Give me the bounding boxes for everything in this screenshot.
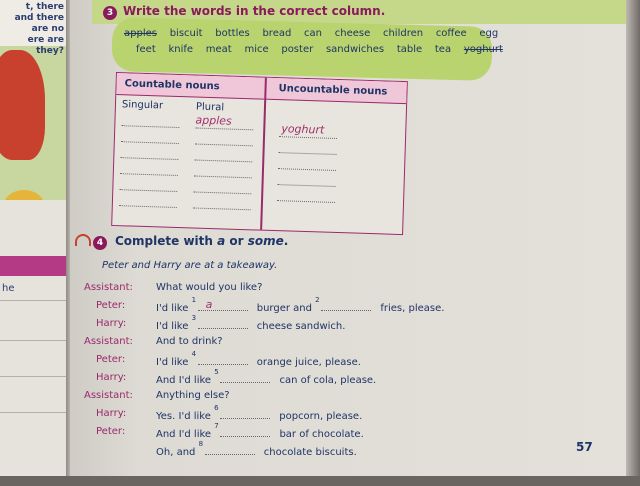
rule-line	[0, 340, 66, 341]
line-text: Oh, and	[156, 447, 196, 458]
plural-label: Plural	[195, 101, 225, 114]
page-bottom-edge	[0, 476, 640, 486]
word: meat	[205, 44, 232, 55]
gap-number: 3	[191, 314, 197, 322]
dialogue-line	[156, 404, 363, 422]
plural-example-answer: apples	[195, 113, 232, 128]
dialogue-line: Anything else?	[156, 390, 230, 401]
word: table	[396, 44, 423, 55]
word: feet	[136, 44, 156, 55]
rule-line	[0, 412, 66, 413]
word: cheese	[334, 28, 371, 39]
answer-line	[119, 205, 177, 208]
word: coffee	[435, 28, 467, 39]
answer-gap[interactable]	[214, 404, 270, 419]
line-text: And I'd like	[156, 375, 212, 386]
speech-bubble	[0, 0, 66, 56]
word: bottles	[215, 28, 250, 39]
dialogue-line: What would you like?	[156, 282, 263, 293]
bubble-line: and there are no	[14, 13, 64, 34]
page-edge	[626, 0, 640, 486]
bubble-line: t, there	[25, 2, 64, 12]
exercise-4-title-part: .	[283, 234, 289, 248]
dialogue-line	[156, 368, 377, 386]
answer-gap[interactable]	[191, 350, 248, 365]
dialogue-line: And to drink?	[156, 336, 223, 347]
answer-line	[277, 200, 335, 203]
gap-number: 2	[315, 296, 320, 304]
speaker-label: Peter:	[96, 354, 126, 365]
answer-line	[195, 128, 253, 131]
word: can	[304, 28, 323, 39]
line-text: I'd like	[156, 321, 189, 332]
word: egg	[479, 28, 499, 39]
dialogue-line	[156, 440, 357, 458]
gap-number: 1	[191, 296, 197, 304]
speaker-label: Harry:	[96, 408, 127, 419]
answer-gap[interactable]	[198, 440, 255, 455]
answer-line	[278, 168, 336, 171]
exercise-4-intro: Peter and Harry are at a takeaway.	[102, 260, 278, 271]
word: apples	[124, 28, 157, 39]
speaker-label: Assistant:	[84, 390, 133, 401]
answer-line	[120, 157, 178, 160]
word-bank-row-1	[124, 28, 498, 39]
left-page	[0, 0, 69, 486]
answer-line	[119, 189, 177, 192]
word: children	[382, 28, 424, 39]
column-divider	[260, 78, 266, 230]
countable-header: Countable nouns	[116, 73, 265, 100]
speaker-label: Peter:	[96, 426, 126, 437]
answer-line	[193, 191, 251, 194]
answer-line	[279, 152, 337, 155]
line-text: popcorn, please.	[279, 411, 363, 422]
word: bread	[262, 28, 292, 39]
exercise-3-title: Write the words in the correct column.	[123, 4, 386, 18]
answer-gap[interactable]	[191, 314, 248, 329]
exercise-number-badge: 3	[103, 6, 117, 20]
line-text: burger and	[256, 303, 312, 314]
speaker-label: Peter:	[96, 300, 126, 311]
gap-number: 6	[214, 404, 219, 412]
dialogue-line	[156, 296, 445, 314]
exercise-4-title-part: or	[225, 234, 248, 248]
exercise-4-heading	[75, 234, 288, 250]
gap-answer: a	[205, 298, 213, 311]
word: knife	[168, 44, 194, 55]
gap-number: 8	[198, 440, 204, 448]
word-bank-row-2	[136, 44, 503, 55]
answer-line	[195, 144, 253, 147]
page-number: 57	[576, 440, 593, 454]
answer-gap[interactable]	[214, 422, 270, 437]
speaker-label: Assistant:	[84, 282, 133, 293]
sidebar-word: he	[2, 283, 15, 294]
speaker-label: Harry:	[96, 372, 127, 383]
word: tea	[434, 44, 452, 55]
line-text: And I'd like	[156, 429, 212, 440]
line-text: I'd like	[156, 357, 189, 368]
speaker-label: Assistant:	[84, 336, 133, 347]
answer-gap[interactable]	[191, 296, 248, 311]
answer-line	[120, 173, 178, 176]
exercise-4-title-part: Complete with	[115, 234, 218, 248]
line-text: bar of chocolate.	[279, 429, 364, 440]
line-text: chocolate biscuits.	[263, 447, 357, 458]
uncountable-header: Uncountable nouns	[264, 78, 407, 104]
cartoon-illustration	[0, 40, 66, 200]
line-text: orange juice, please.	[256, 357, 361, 368]
exercise-4-title-part: some	[247, 234, 284, 248]
dialogue-line	[156, 314, 346, 332]
gap-number: 5	[214, 368, 219, 376]
speaker-label: Harry:	[96, 318, 127, 329]
word: yoghurt	[463, 44, 503, 55]
answer-line	[194, 160, 252, 163]
exercise-4-title-part: a	[217, 234, 226, 248]
line-text: I'd like	[156, 303, 189, 314]
line-text: Yes. I'd like	[156, 411, 211, 422]
word: poster	[281, 44, 314, 55]
gap-number: 7	[214, 422, 219, 430]
line-text: cheese sandwich.	[256, 321, 346, 332]
answer-line	[121, 125, 179, 128]
answer-line	[278, 184, 336, 187]
rule-line	[0, 376, 66, 377]
cartoon-yellow-shape	[4, 190, 44, 200]
bubble-line: ere are they?	[27, 35, 64, 56]
answer-gap[interactable]	[315, 296, 371, 311]
answer-line	[193, 207, 251, 210]
line-text: fries, please.	[380, 303, 445, 314]
gap-number: 4	[191, 350, 197, 358]
exercise-number-badge: 4	[93, 236, 107, 250]
answer-line	[121, 141, 179, 144]
rule-line	[0, 300, 66, 301]
noun-table	[111, 72, 408, 235]
dialogue-line	[156, 422, 364, 440]
dialogue-line	[156, 350, 361, 368]
line-text: can of cola, please.	[279, 375, 377, 386]
cartoon-figure	[0, 50, 45, 160]
uncountable-example-answer: yoghurt	[281, 122, 325, 137]
section-tab	[0, 256, 66, 276]
answer-line	[194, 175, 252, 178]
singular-label: Singular	[121, 99, 164, 112]
word: mice	[244, 44, 269, 55]
headphones-icon	[75, 234, 91, 246]
answer-line	[279, 136, 337, 139]
word: sandwiches	[325, 44, 385, 55]
word: biscuit	[169, 28, 203, 39]
answer-gap[interactable]	[214, 368, 270, 383]
